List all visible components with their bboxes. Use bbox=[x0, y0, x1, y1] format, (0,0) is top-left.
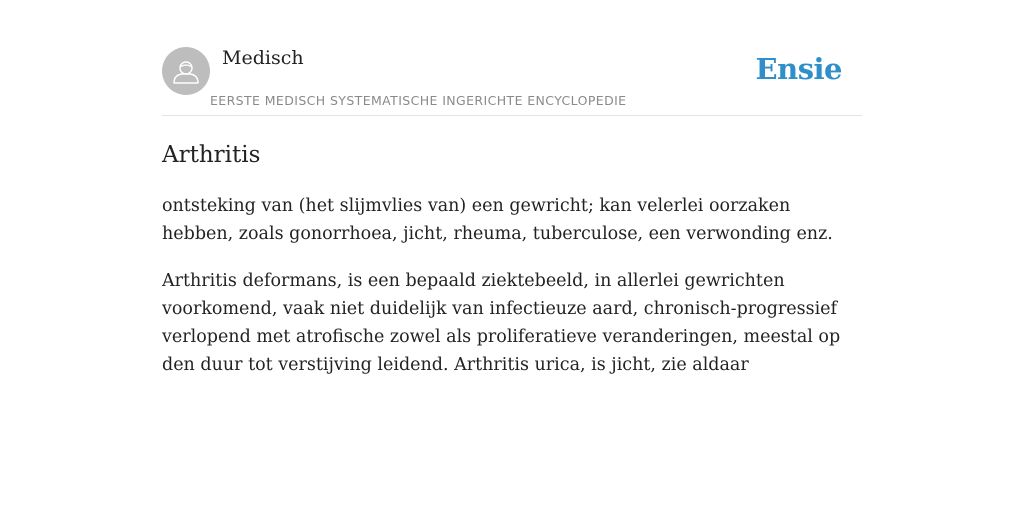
avatar[interactable] bbox=[162, 47, 210, 95]
source-title-link[interactable]: Medisch bbox=[222, 47, 304, 69]
ensie-logo-link[interactable]: Ensie bbox=[755, 52, 842, 86]
entry-title: Arthritis bbox=[162, 142, 261, 168]
entry-body bbox=[162, 192, 862, 398]
user-icon bbox=[162, 47, 210, 95]
content-container bbox=[162, 0, 862, 375]
source-subtitle: EERSTE MEDISCH SYSTEMATISCHE INGERICHTE ENCYCLOPEDIE bbox=[210, 93, 627, 108]
entry-paragraph: Arthritis deformans, is een bepaald ziektebeeld, in allerlei gewrichten voorkomend, vaak niet duidelijk van infectieuze aard, chronisch-progressief verlopend met atrofische zowel als proliferatieve veranderingen, meestal op den duur tot verstijving leidend. Arthritis urica, is jicht, zie aldaar bbox=[162, 271, 841, 375]
entry-paragraph: ontsteking van (het slijmvlies van) een gewricht; kan velerlei oorzaken hebben, zoals gonorrhoea, jicht, rheuma, tuberculose, een verwonding enz. bbox=[162, 196, 833, 244]
source-header bbox=[162, 0, 862, 116]
